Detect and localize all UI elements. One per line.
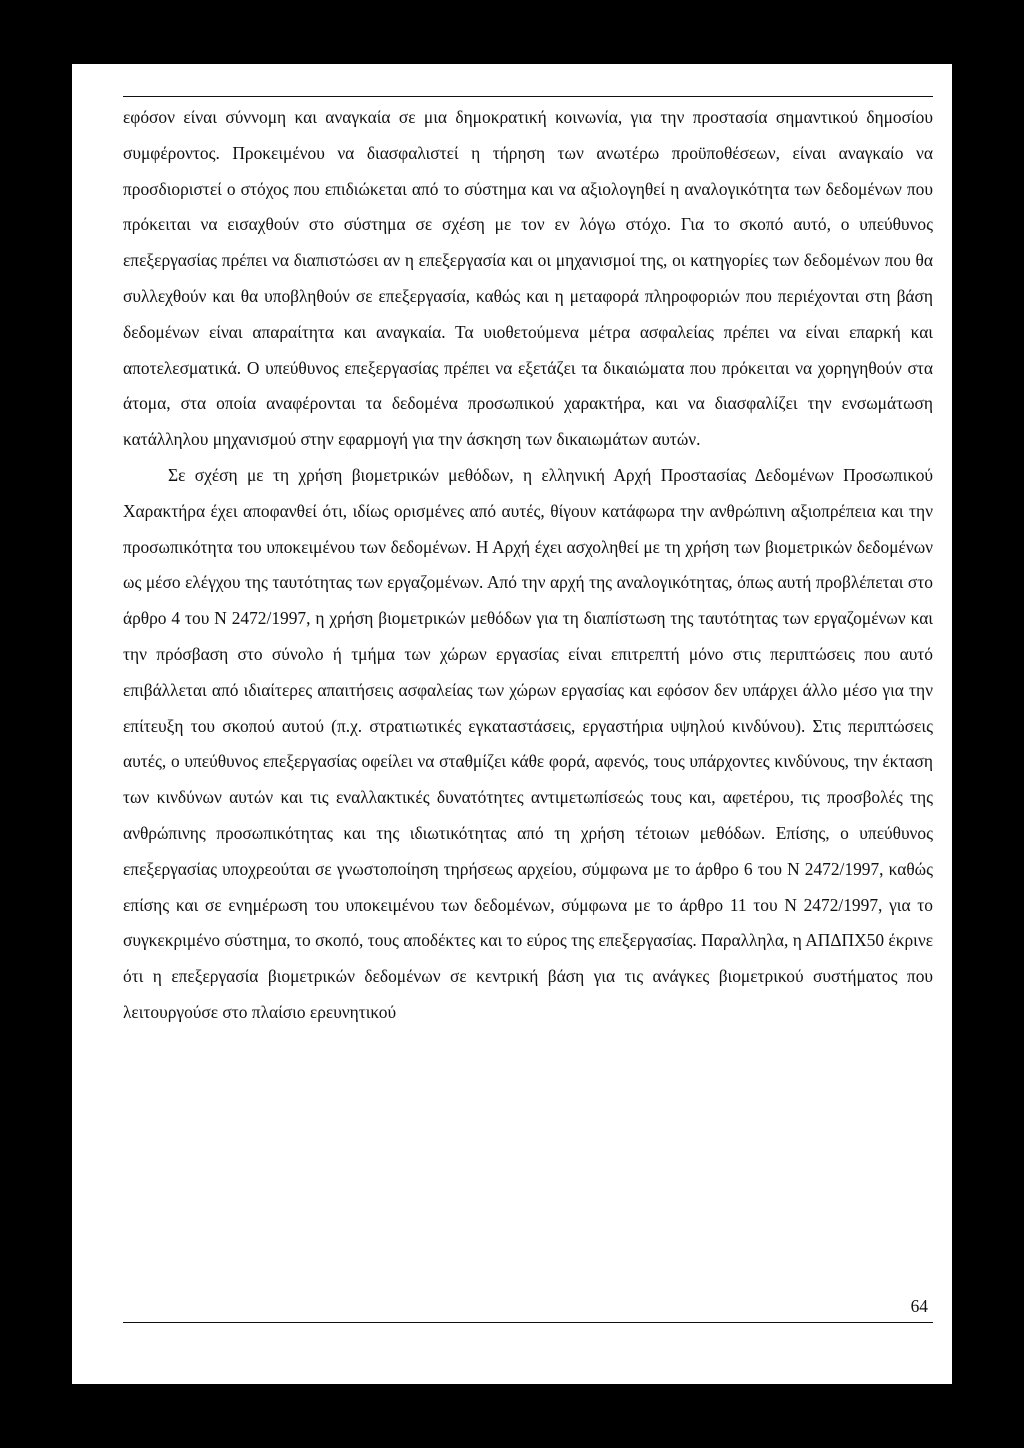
- document-page: [72, 64, 952, 1384]
- body-text: [123, 100, 933, 1031]
- top-rule: [123, 96, 933, 97]
- paragraph-2: Σε σχέση με τη χρήση βιομετρικών μεθόδων, η ελληνική Αρχή Προστασίας Δεδομένων Προσωπικού Χαρακτήρα έχει αποφανθεί ότι, ιδίως ορισμένες από αυτές, θίγουν κατάφωρα την ανθρώπινη αξιοπρέπεια και την προσωπικότητα του υποκειμένου των δεδομένων. Η Αρχή έχει ασχοληθεί με τη χρήση των βιομετρικών δεδομένων ως μέσο ελέγχου της ταυτότητας των εργαζομένων. Από την αρχή της αναλογικότητας, όπως αυτή προβλέπεται στο άρθρο 4 του Ν 2472/1997, η χρήση βιομετρικών μεθόδων για τη διαπίστωση της ταυτότητας των εργαζομένων και την πρόσβαση στο σύνολο ή τμήμα των χώρων εργασίας είναι επιτρεπτή μόνο στις περιπτώσεις που αυτό επιβάλλεται από ιδιαίτερες απαιτήσεις ασφαλείας των χώρων εργασίας και εφόσον δεν υπάρχει άλλο μέσο για την επίτευξη του σκοπού αυτού (π.χ. στρατιωτικές εγκαταστάσεις, εργαστήρια υψηλού κινδύνου). Στις περιπτώσεις αυτές, ο υπεύθυνος επεξεργασίας οφείλει να σταθμίζει κάθε φορά, αφενός, τους υπάρχοντες κινδύνους, την έκταση των κινδύνων αυτών και τις εναλλακτικές δυνατότητες αντιμετωπίσεώς τους και, αφετέρου, τις προσβολές της ανθρώπινης προσωπικότητας και της ιδιωτικότητας από τη χρήση τέτοιων μεθόδων. Επίσης, ο υπεύθυνος επεξεργασίας υποχρεούται σε γνωστοποίηση τηρήσεως αρχείου, σύμφωνα με το άρθρο 6 του Ν 2472/1997, καθώς επίσης και σε ενημέρωση του υποκειμένου των δεδομένων, σύμφωνα με το άρθρο 11 του Ν 2472/1997, για το συγκεκριμένο σύστημα, το σκοπό, τους αποδέκτες και το εύρος της επεξεργασίας. Παραλληλα, η ΑΠΔΠΧ50 έκρινε ότι η επεξεργασία βιομετρικών δεδομένων σε κεντρική βάση για τις ανάγκες βιομετρικού συστήματος που λειτουργούσε στο πλαίσιο ερευνητικού: [123, 464, 933, 1022]
- page-number: 64: [910, 1296, 928, 1316]
- bottom-rule: [123, 1322, 933, 1323]
- paragraph-1: εφόσον είναι σύννομη και αναγκαία σε μια δημοκρατική κοινωνία, για την προστασία σημαντικού δημοσίου συμφέροντος. Προκειμένου να διασφαλιστεί η τήρηση των ανωτέρω προϋποθέσεων, είναι αναγκαίο να προσδιοριστεί ο στόχος που επιδιώκεται από το σύστημα και να αξιολογηθεί η αναλογικότητα των δεδομένων που πρόκειται να εισαχθούν στο σύστημα σε σχέση με τον εν λόγω στόχο. Για το σκοπό αυτό, ο υπεύθυνος επεξεργασίας πρέπει να διαπιστώσει αν η επεξεργασία και οι μηχανισμοί της, οι κατηγορίες των δεδομένων που θα συλλεχθούν και θα υποβληθούν σε επεξεργασία, καθώς και η μεταφορά πληροφοριών που περιέχονται στη βάση δεδομένων είναι απαραίτητα και αναγκαία. Τα υιοθετούμενα μέτρα ασφαλείας πρέπει να είναι επαρκή και αποτελεσματικά. Ο υπεύθυνος επεξεργασίας πρέπει να εξετάζει τα δικαιώματα που πρόκειται να χορηγηθούν στα άτομα, στα οποία αναφέρονται τα δεδομένα προσωπικού χαρακτήρα, και να διασφαλίζει την ενσωμάτωση κατάλληλου μηχανισμού στην εφαρμογή για την άσκηση των δικαιωμάτων αυτών.: [123, 107, 933, 450]
